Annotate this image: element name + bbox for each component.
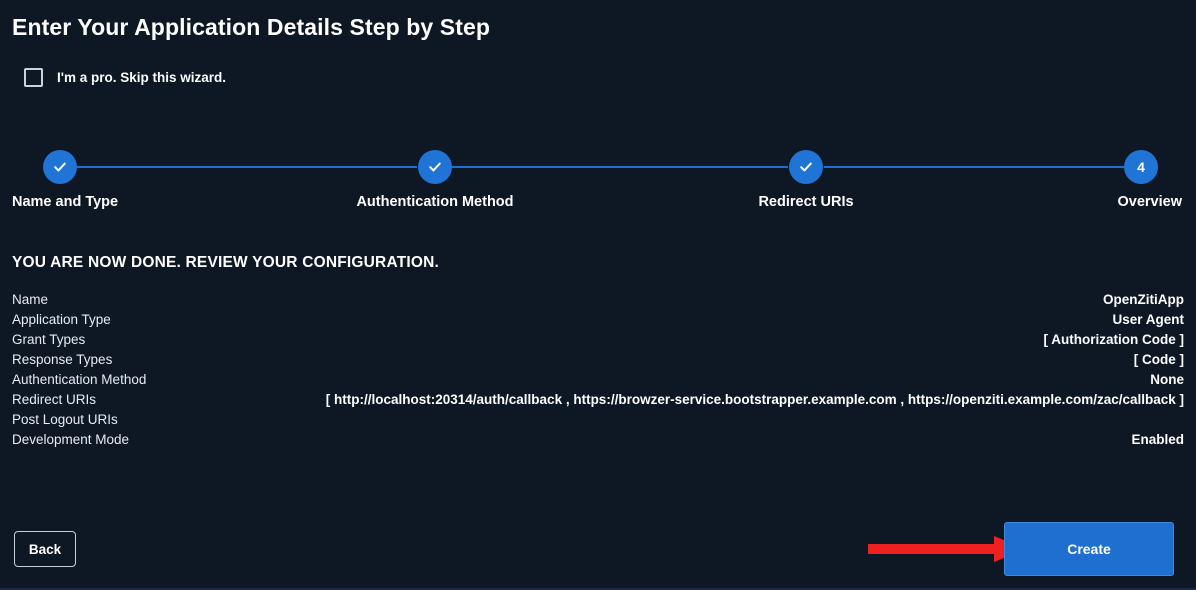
stepper-track-2 (452, 166, 788, 168)
back-button[interactable]: Back (14, 531, 76, 567)
skip-wizard-row (24, 68, 226, 87)
stepper-step-name-and-type[interactable] (43, 150, 77, 184)
check-icon (798, 159, 814, 175)
wizard-stepper (0, 150, 1196, 220)
step-3-bubble[interactable] (789, 150, 823, 184)
summary-value: [ Authorization Code ] (1043, 331, 1184, 347)
summary-row-authentication-method (12, 369, 1184, 389)
stepper-label-redirect-uris: Redirect URIs (758, 194, 854, 210)
stepper-label-name-and-type: Name and Type (12, 194, 119, 210)
summary-list (12, 289, 1184, 449)
skip-wizard-label: I'm a pro. Skip this wizard. (57, 70, 226, 85)
summary-key: Grant Types (12, 331, 86, 347)
stepper-label-overview: Overview (1117, 194, 1182, 210)
summary-key: Name (12, 291, 49, 307)
summary-row-application-type (12, 309, 1184, 329)
summary-value: User Agent (1112, 311, 1184, 327)
skip-wizard-checkbox[interactable] (24, 68, 43, 87)
summary-value: None (1150, 371, 1184, 387)
step-1-bubble[interactable] (43, 150, 77, 184)
check-icon (52, 159, 68, 175)
create-button[interactable]: Create (1004, 522, 1174, 576)
summary-row-redirect-uris (12, 389, 1184, 409)
summary-row-response-types (12, 349, 1184, 369)
summary-key: Application Type (12, 311, 111, 327)
stepper-step-overview[interactable] (1124, 150, 1158, 184)
stepper-step-redirect-uris[interactable] (789, 150, 823, 184)
summary-value: [ http://localhost:20314/auth/callback , https://browzer-service.bootstrapper.example.com , https://openziti.example.com/zac/callback ] (325, 391, 1184, 407)
summary-row-development-mode (12, 429, 1184, 449)
summary-value: OpenZitiApp (1103, 291, 1184, 307)
step-2-bubble[interactable] (418, 150, 452, 184)
summary-value: Enabled (1131, 431, 1184, 447)
stepper-track-3 (824, 166, 1124, 168)
check-icon (427, 159, 443, 175)
summary-key: Redirect URIs (12, 391, 97, 407)
summary-key: Authentication Method (12, 371, 147, 387)
summary-key: Response Types (12, 351, 113, 367)
summary-row-post-logout-uris (12, 409, 1184, 429)
step-4-bubble[interactable]: 4 (1124, 150, 1158, 184)
stepper-track-1 (77, 166, 417, 168)
stepper-label-authentication-method: Authentication Method (356, 194, 514, 210)
stepper-step-authentication-method[interactable] (418, 150, 452, 184)
summary-row-grant-types (12, 329, 1184, 349)
summary-key: Development Mode (12, 431, 130, 447)
review-heading: YOU ARE NOW DONE. REVIEW YOUR CONFIGURATION. (12, 254, 440, 271)
summary-value: [ Code ] (1133, 351, 1184, 367)
page-title: Enter Your Application Details Step by Step (12, 14, 491, 40)
summary-key: Post Logout URIs (12, 411, 118, 427)
summary-row-name (12, 289, 1184, 309)
